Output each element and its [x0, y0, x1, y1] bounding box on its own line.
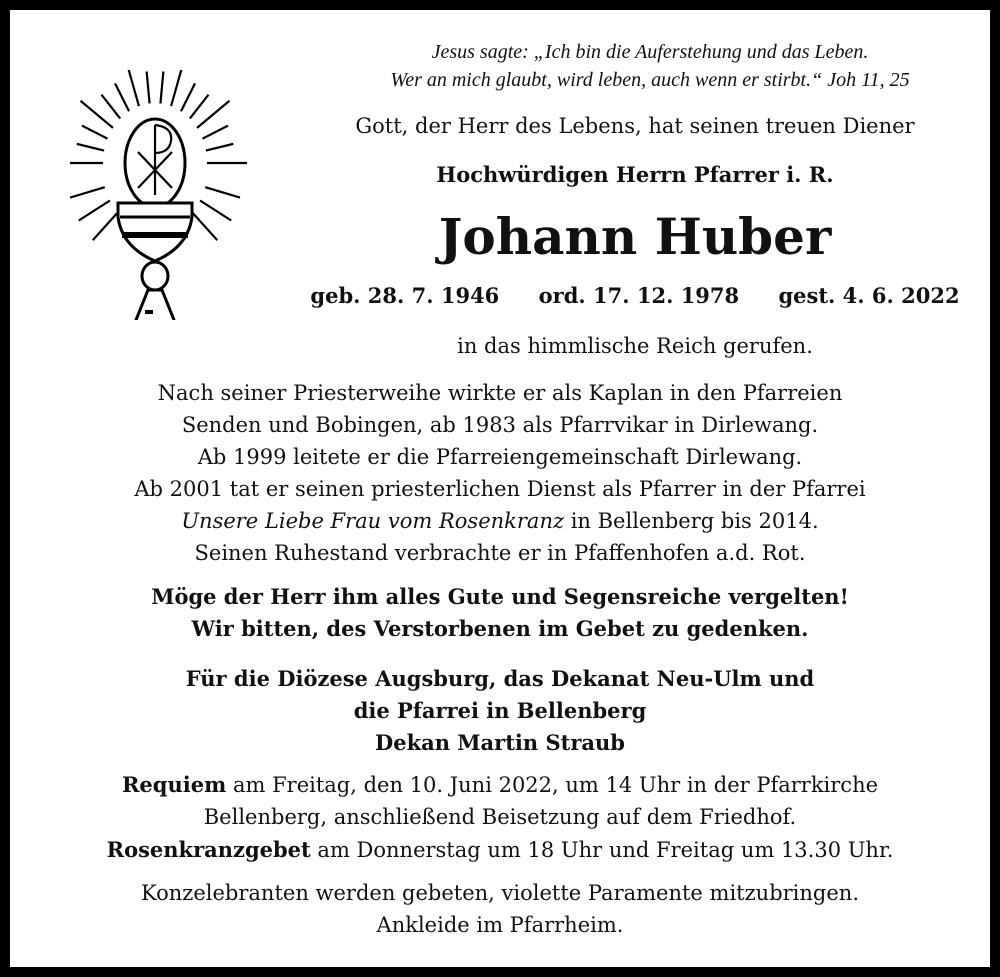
signature-line-2: die Pfarrei in Bellenberg	[353, 698, 647, 723]
called-text: in das himmlische Reich gerufen.	[457, 334, 813, 358]
parish-name: Unsere Liebe Frau vom Rosenkranz	[181, 509, 565, 533]
ray	[147, 72, 150, 104]
note-line-2: Ankleide im Pfarrheim.	[376, 913, 624, 937]
ray	[197, 101, 229, 128]
ray	[192, 212, 217, 240]
note-line-1: Konzelebranten werden gebeten, violette Paramente mitzubringen.	[141, 881, 859, 905]
rosary-text: am Donnerstag um 18 Uhr und Freitag um 13.30 Uhr.	[310, 838, 894, 862]
ray	[181, 83, 195, 111]
intro-text: Gott, der Herr des Lebens, hat seinen treuen Diener	[355, 114, 915, 138]
ray	[115, 83, 129, 111]
birth-date: geb. 28. 7. 1946	[310, 283, 500, 308]
ray	[70, 187, 105, 197]
rosary-label: Rosenkranzgebet	[106, 837, 311, 862]
signature-line-3: Dekan Martin Straub	[375, 730, 625, 755]
ray	[203, 126, 229, 139]
ray	[200, 201, 231, 221]
ray	[81, 101, 113, 128]
rosary-line	[10, 836, 990, 864]
deceased-title: Hochwürdigen Herrn Pfarrer i. R.	[436, 162, 834, 187]
deceased-name: Johann Huber	[438, 207, 832, 266]
ray	[206, 144, 233, 151]
bio-line-2: Senden und Bobingen, ab 1983 als Pfarrvikar in Dirlewang.	[181, 413, 819, 437]
requiem-label: Requiem	[121, 772, 227, 797]
blessing-line-1: Möge der Herr ihm alles Gute und Segensreiche vergelten!	[151, 584, 849, 609]
ray	[82, 126, 108, 139]
bio-line-5	[10, 507, 990, 535]
ray	[101, 95, 120, 119]
requiem-line-1	[10, 771, 990, 799]
ray	[160, 72, 163, 104]
ray	[127, 70, 139, 106]
quote-line-2: Wer an mich glaubt, wird leben, auch wenn er stirbt.“ Joh 11, 25	[390, 69, 910, 91]
ray	[93, 212, 118, 240]
ray	[77, 144, 104, 151]
bio-line-6: Seinen Ruhestand verbrachte er in Pfaffenhofen a.d. Rot.	[194, 541, 806, 565]
bio-line-1: Nach seiner Priesterweihe wirkte er als Kaplan in den Pfarreien	[157, 381, 843, 405]
life-dates	[280, 282, 990, 310]
requiem-text: am Freitag, den 10. Juni 2022, um 14 Uhr in der Pfarrkirche	[226, 773, 879, 797]
bio-line-3: Ab 1999 leitete er die Pfarreiengemeinschaft Dirlewang.	[197, 445, 803, 469]
blessing-line-2: Wir bitten, des Verstorbenen im Gebet zu gedenken.	[191, 616, 809, 641]
bio-line-5-rest: in Bellenberg bis 2014.	[564, 509, 819, 533]
death-date: gest. 4. 6. 2022	[778, 283, 960, 308]
bio-line-4: Ab 2001 tat er seinen priesterlichen Dienst als Pfarrer in der Pfarrei	[134, 477, 866, 501]
ray	[171, 70, 183, 106]
signature-line-1: Für die Diözese Augsburg, das Dekanat Neu-Ulm und	[185, 666, 815, 691]
notice-body	[10, 10, 990, 967]
ray	[79, 201, 110, 221]
ordination-date: ord. 17. 12. 1978	[538, 283, 740, 308]
requiem-line-2: Bellenberg, anschließend Beisetzung auf dem Friedhof.	[203, 805, 797, 829]
ray	[190, 95, 209, 119]
quote-line-1: Jesus sagte: „Ich bin die Auferstehung und das Leben.	[431, 41, 869, 63]
ray	[205, 187, 240, 197]
chalice-with-chi-rho-icon	[70, 70, 260, 320]
